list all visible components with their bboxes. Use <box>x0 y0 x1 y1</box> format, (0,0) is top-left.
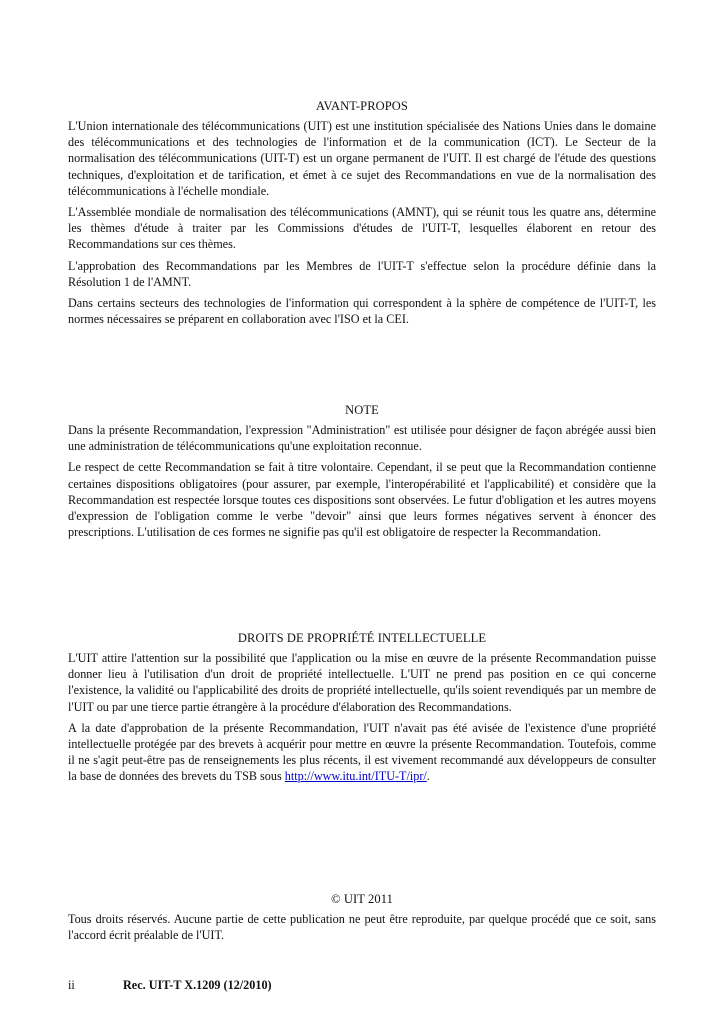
avant-propos-heading: AVANT-PROPOS <box>316 99 408 113</box>
ipr-section <box>68 630 656 790</box>
ipr-paragraph-text: A la date d'approbation de la présente Recommandation, l'UIT n'avait pas été avisée de l'existence d'une propriété intellectuelle protégée par des brevets à acquérir pour mettre en œuvre la présente Recommandation. Toutefois, comme il ne s'agit peut-être pas de renseignements les plus récents, il est vivement recommandé aux développeurs de consulter la base de données des brevets du TSB sous <box>68 720 656 784</box>
avant-propos-paragraph: Dans certains secteurs des technologies de l'information qui correspondent à la sphère de compétence de l'UIT-T, les normes nécessaires se préparent en collaboration avec l'ISO et la CEI. <box>68 296 656 327</box>
ipr-paragraph: L'UIT attire l'attention sur la possibilité que l'application ou la mise en œuvre de la présente Recommandation puisse donner lieu à l'utilisation d'un droit de propriété intellectuelle. L'UIT ne prend pas position en ce qui concerne l'existence, la validité ou l'applicabilité des droits de propriété intellectuelle, qu'ils soient revendiqués par un membre de l'UIT ou par une tierce partie étrangère à la procédure d'élaboration des Recommandations. <box>68 651 656 714</box>
copyright-paragraph: Tous droits réservés. Aucune partie de cette publication ne peut être reproduite, par quelque procédé que ce soit, sans l'accord écrit préalable de l'UIT. <box>68 912 656 943</box>
ipr-paragraph <box>68 720 656 785</box>
recommendation-label: Rec. UIT-T X.1209 (12/2010) <box>123 978 272 992</box>
avant-propos-paragraph: L'approbation des Recommandations par les Membres de l'UIT-T s'effectue selon la procédure définie dans la Résolution 1 de l'AMNT. <box>68 258 656 289</box>
note-paragraph: Le respect de cette Recommandation se fait à titre volontaire. Cependant, il se peut que la Recommandation contienne certaines dispositions obligatoires (pour assurer, par exemple, l'interopérabilité et l'applicabilité) et considère que la Recommandation est respectée lorsque toutes ces dispositions sont observées. Le futur d'obligation et les autres moyens d'expression de l'obligation comme le verbe "devoir" ainsi que leurs formes négatives servent à énoncer des prescriptions. L'utilisation de ces formes ne signifie pas qu'il est obligatoire de respecter la Recommandation. <box>68 460 656 540</box>
note-section <box>68 402 656 545</box>
note-heading: NOTE <box>345 403 379 417</box>
tsb-patent-database-link[interactable]: http://www.itu.int/ITU-T/ipr/ <box>284 769 427 784</box>
avant-propos-paragraph: L'Union internationale des télécommunications (UIT) est une institution spécialisée des Nations Unies dans le domaine des télécommunications et des technologies de l'information et de la communication (ICT). Le Secteur de la normalisation des télécommunications (UIT-T) est un organe permanent de l'UIT. Il est chargé de l'étude des questions techniques, d'exploitation et de tarification, et émet à ce sujet des Recommandations en vue de la normalisation des télécommunications à l'échelle mondiale. <box>68 119 656 198</box>
copyright-heading: © UIT 2011 <box>331 892 393 906</box>
avant-propos-section <box>68 98 656 332</box>
page-number: ii <box>68 978 75 992</box>
ipr-heading: DROITS DE PROPRIÉTÉ INTELLECTUELLE <box>237 631 487 645</box>
ipr-paragraph-end: . <box>426 769 430 784</box>
avant-propos-paragraph: L'Assemblée mondiale de normalisation des télécommunications (AMNT), qui se réunit tous les quatre ans, détermine les thèmes d'étude à traiter par les Commissions d'études de l'UIT-T, lesquelles élaborent en retour des Recommandations sur ces thèmes. <box>68 205 656 252</box>
copyright-section <box>68 891 656 948</box>
note-paragraph: Dans la présente Recommandation, l'expression "Administration" est utilisée pour désigner de façon abrégée aussi bien une administration de télécommunications qu'une exploitation reconnue. <box>68 423 656 454</box>
